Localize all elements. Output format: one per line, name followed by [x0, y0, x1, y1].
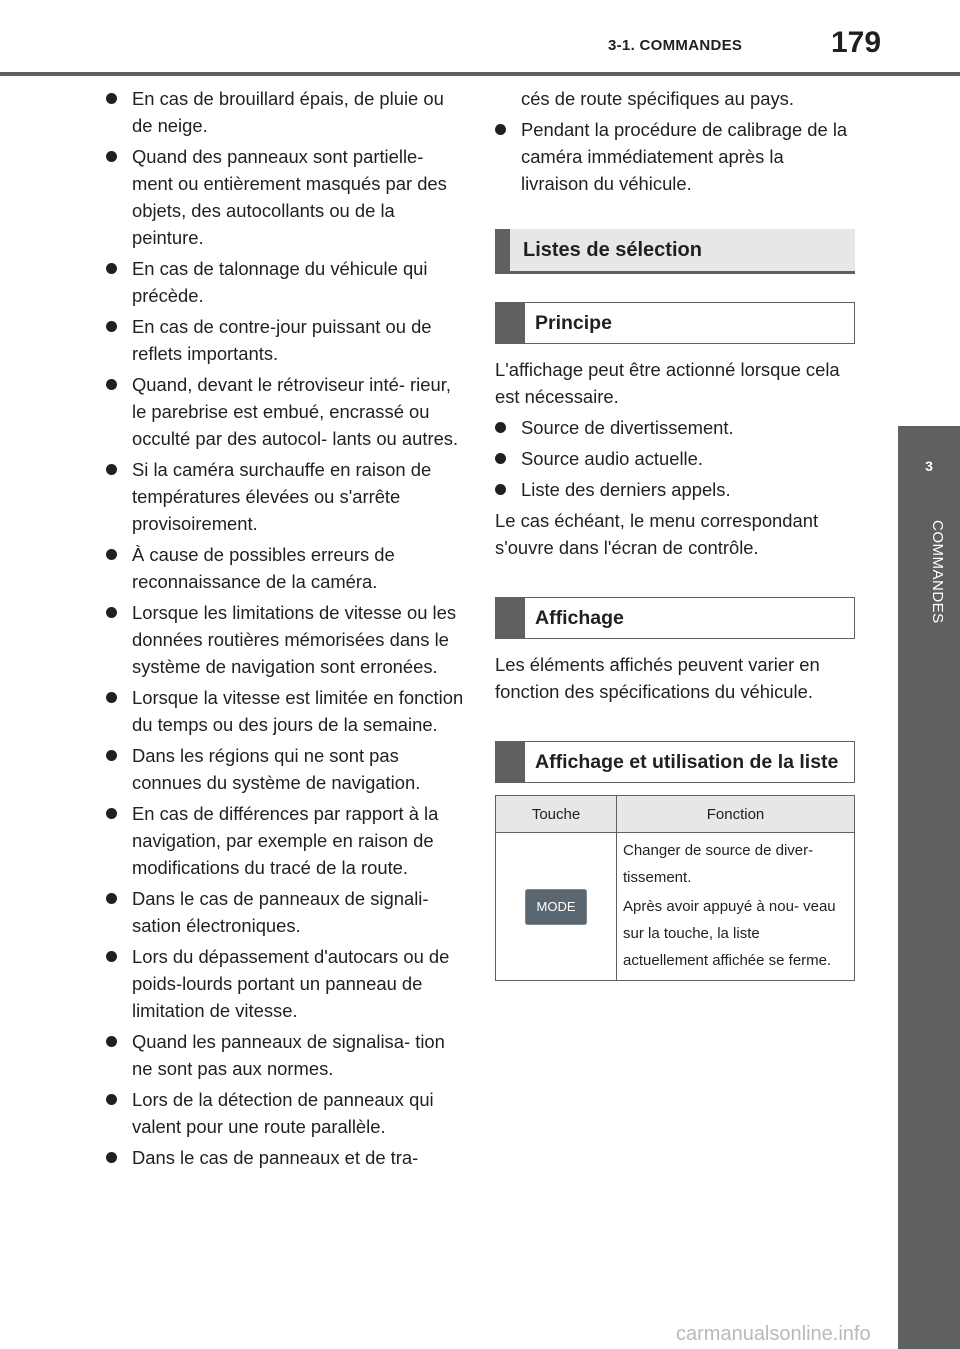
header-divider [0, 72, 960, 76]
function-text: Changer de source de diver- tissement. [623, 842, 814, 886]
subheading-text: Affichage [535, 607, 624, 629]
list-item: En cas de différences par rapport à la navigation, par exemple en raison de modifications du tracé de la route. [106, 800, 466, 881]
subheading-text: Principe [535, 312, 612, 334]
right-column [495, 85, 855, 981]
subheading-text: Affichage et utilisation de la liste [535, 751, 839, 773]
condition-list [106, 85, 466, 1171]
left-column [106, 85, 466, 1175]
chapter-tab: 3 [898, 426, 960, 506]
mode-button-icon: MODE [525, 889, 587, 925]
function-cell [617, 833, 855, 981]
list-item: Si la caméra surchauffe en raison de températures élevées ou s'arrête provisoirement. [106, 456, 466, 537]
subheading-utilisation [495, 741, 855, 783]
principe-outro: Le cas échéant, le menu correspondant s'ouvre dans l'écran de contrôle. [495, 510, 819, 558]
continued-text: cés de route spécifiques au pays. [521, 88, 794, 109]
function-text: Après avoir appuyé à nou- veau sur la touche, la liste actuellement affichée se ferme. [623, 898, 836, 969]
list-item: Lorsque les limitations de vitesse ou les données routières mémorisées dans le système de navigation sont erronées. [106, 599, 466, 680]
list-item: À cause de possibles erreurs de reconnaissance de la caméra. [106, 541, 466, 595]
list-item: Lors de la détection de panneaux qui valent pour une route parallèle. [106, 1086, 466, 1140]
list-item: Quand, devant le rétroviseur inté- rieur, le parebrise est embué, encrassé ou occulté par des autocol- lants ou autres. [106, 371, 466, 452]
list-item: Quand les panneaux de signalisa- tion ne sont pas aux normes. [106, 1028, 466, 1082]
list-item: En cas de brouillard épais, de pluie ou de neige. [106, 85, 466, 139]
column-header-key: Touche [496, 796, 617, 833]
section-heading-listes [495, 229, 855, 274]
heading-marker [496, 303, 525, 343]
function-table [495, 795, 855, 981]
table-row [496, 833, 855, 981]
heading-marker [496, 598, 525, 638]
heading-marker [496, 742, 525, 782]
subheading-principe [495, 302, 855, 344]
table-header-row [496, 796, 855, 833]
heading-marker [495, 229, 510, 271]
section-heading-text: Listes de sélection [523, 238, 702, 261]
subheading-affichage [495, 597, 855, 639]
list-item: Dans les régions qui ne sont pas connues du système de navigation. [106, 742, 466, 796]
page-number: 179 [831, 26, 882, 59]
principe-intro: L'affichage peut être actionné lorsque cela est nécessaire. [495, 359, 840, 407]
watermark: carmanualsonline.info [676, 1323, 871, 1345]
list-item: En cas de contre-jour puissant ou de reflets importants. [106, 313, 466, 367]
list-item: Dans le cas de panneaux et de tra- [106, 1144, 466, 1171]
list-item: Source de divertissement. [495, 414, 855, 441]
affichage-text: Les éléments affichés peuvent varier en fonction des spécifications du véhicule. [495, 654, 820, 702]
list-item: Lors du dépassement d'autocars ou de poids-lourds portant un panneau de limitation de vitesse. [106, 943, 466, 1024]
section-title: 3-1. COMMANDES [608, 37, 743, 54]
list-item: Lorsque la vitesse est limitée en fonction du temps ou des jours de la semaine. [106, 684, 466, 738]
list-item: Liste des derniers appels. [495, 476, 855, 503]
key-cell [496, 833, 617, 981]
principe-list [495, 414, 855, 503]
list-item: En cas de talonnage du véhicule qui précède. [106, 255, 466, 309]
list-item: Source audio actuelle. [495, 445, 855, 472]
list-item: Pendant la procédure de calibrage de la caméra immédiatement après la livraison du véhicule. [495, 116, 855, 197]
calibration-list [495, 116, 855, 197]
column-header-function: Fonction [617, 796, 855, 833]
chapter-label: COMMANDES [929, 520, 946, 624]
list-item: Dans le cas de panneaux de signali- sation électroniques. [106, 885, 466, 939]
list-item: Quand des panneaux sont partielle- ment ou entièrement masqués par des objets, des autocollants ou de la peinture. [106, 143, 466, 251]
